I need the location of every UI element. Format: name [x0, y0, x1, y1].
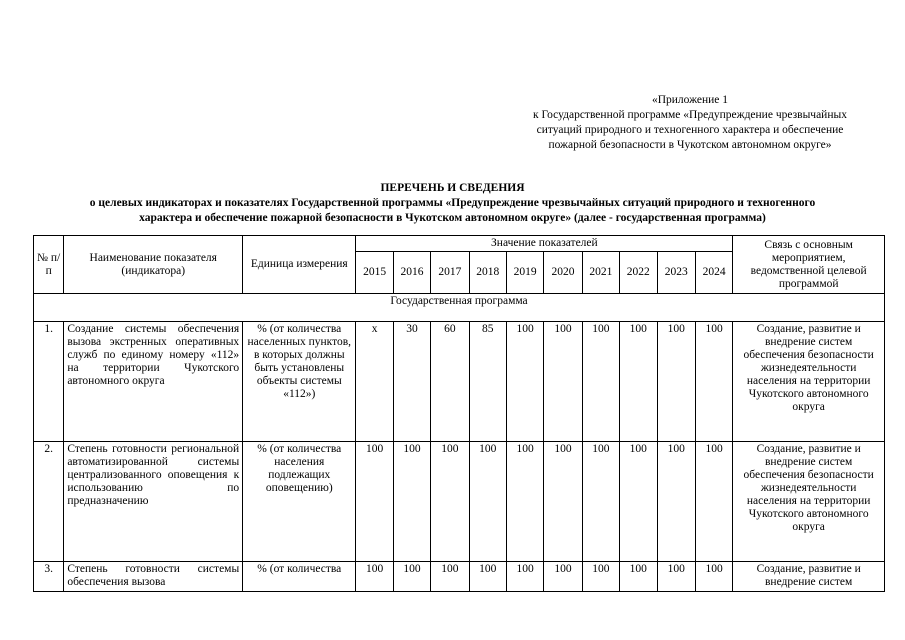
header-year: 2022: [620, 252, 657, 294]
table-row: [34, 322, 885, 442]
row-num: 2.: [34, 442, 64, 562]
section-title: Государственная программа: [34, 294, 885, 322]
row-value: 100: [356, 442, 393, 562]
row-value: 100: [620, 562, 657, 592]
row-value: 100: [657, 562, 695, 592]
row-value: 100: [544, 562, 582, 592]
header-values: Значение показателей: [356, 236, 733, 252]
row-value: 100: [582, 322, 619, 442]
title-line-1: о целевых индикаторах и показателях Государственной программы «Предупреждение чрезвычайных ситуаций природного и техногенного: [89, 197, 816, 209]
row-value: 100: [393, 562, 430, 592]
row-value: 100: [393, 442, 430, 562]
header-year: 2015: [356, 252, 393, 294]
row-value: х: [356, 322, 393, 442]
row-value: 100: [506, 562, 543, 592]
row-value: 100: [620, 442, 657, 562]
header-year: 2019: [506, 252, 543, 294]
header-unit: Единица измерения: [243, 236, 356, 294]
header-year: 2021: [582, 252, 619, 294]
row-value: 100: [695, 562, 732, 592]
appendix-line: пожарной безопасности в Чукотском автономном округе»: [548, 139, 832, 151]
row-value: 100: [431, 562, 469, 592]
row-value: 100: [469, 442, 506, 562]
row-value: 100: [695, 442, 732, 562]
row-name: Степень готовности системы обеспечения вызова: [64, 562, 243, 592]
row-unit: % (от количества: [243, 562, 356, 592]
appendix-line: «Приложение 1: [651, 94, 729, 106]
row-num: 3.: [34, 562, 64, 592]
title-line-2: характера и обеспечение пожарной безопасности в Чукотском автономном округе» (далее - государственная программа): [139, 212, 766, 224]
header-link: Связь с основным мероприятием, ведомственной целевой программой: [733, 236, 885, 294]
row-value: 100: [582, 562, 619, 592]
header-num: № п/п: [34, 236, 64, 294]
row-value: 85: [469, 322, 506, 442]
appendix-line: к Государственной программе «Предупреждение чрезвычайных: [533, 109, 847, 121]
document-title: [0, 181, 905, 226]
title-heading: ПЕРЕЧЕНЬ И СВЕДЕНИЯ: [380, 182, 525, 194]
row-unit: % (от количества населенных пунктов, в которых должны быть установлены объекты системы «112»): [243, 322, 356, 442]
row-value: 30: [393, 322, 430, 442]
row-value: 100: [506, 322, 543, 442]
header-year: 2023: [657, 252, 695, 294]
row-value: 100: [657, 322, 695, 442]
header-year: 2018: [469, 252, 506, 294]
row-link: Создание, развитие и внедрение систем обеспечения безопасности жизнедеятельности населения на территории Чукотского автономного округа: [733, 442, 885, 562]
row-num: 1.: [34, 322, 64, 442]
row-value: 100: [431, 442, 469, 562]
header-year: 2017: [431, 252, 469, 294]
table-row: [34, 442, 885, 562]
row-link: Создание, развитие и внедрение систем обеспечения безопасности жизнедеятельности населения на территории Чукотского автономного округа: [733, 322, 885, 442]
appendix-line: ситуаций природного и техногенного характера и обеспечение: [536, 124, 844, 136]
header-year: 2016: [393, 252, 430, 294]
row-value: 100: [582, 442, 619, 562]
row-value: 60: [431, 322, 469, 442]
indicators-table: [33, 235, 885, 592]
row-value: 100: [695, 322, 732, 442]
row-name: Степень готовности региональной автоматизированной системы централизованного оповещения к использованию по предназначению: [64, 442, 243, 562]
row-value: 100: [356, 562, 393, 592]
table-row: [34, 562, 885, 592]
row-name: Создание системы обеспечения вызова экстренных оперативных служб по единому номеру «112» на территории Чукотского автономного округа: [64, 322, 243, 442]
header-year: 2020: [544, 252, 582, 294]
row-value: 100: [469, 562, 506, 592]
row-unit: % (от количества населения подлежащих оповещению): [243, 442, 356, 562]
header-year: 2024: [695, 252, 732, 294]
row-value: 100: [544, 322, 582, 442]
row-value: 100: [620, 322, 657, 442]
row-value: 100: [544, 442, 582, 562]
header-name: Наименование показателя (индикатора): [64, 236, 243, 294]
row-link: Создание, развитие и внедрение систем: [733, 562, 885, 592]
row-value: 100: [657, 442, 695, 562]
row-value: 100: [506, 442, 543, 562]
appendix-note: [490, 93, 890, 153]
